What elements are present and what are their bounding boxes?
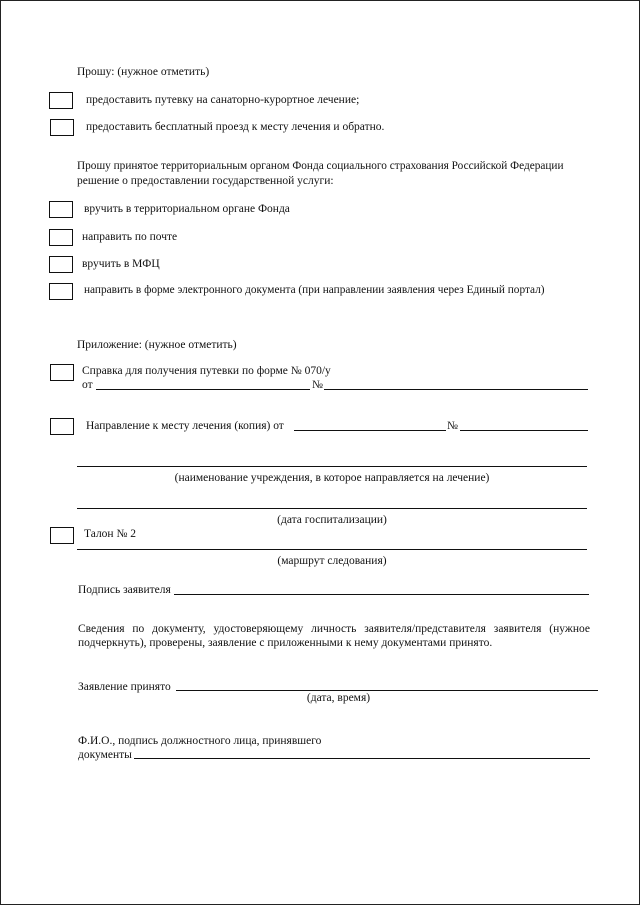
option-send-mail: направить по почте [82,231,178,243]
accepted-label: Заявление принято [78,681,171,693]
option-deliver-mfc: вручить в МФЦ [82,258,160,270]
official-label-line2: документы [78,749,132,761]
referral-number-line[interactable] [460,430,588,431]
applicant-signature-line[interactable] [174,594,589,595]
checkbox-free-travel[interactable] [50,119,74,136]
certificate-label: Справка для получения путевки по форме № 070/у [82,365,331,377]
option-electronic-document: направить в форме электронного документа (при направлении заявления через Единый портал) [84,284,545,296]
hospitalization-caption: (дата госпитализации) [277,514,387,526]
checkbox-coupon-2[interactable] [50,527,74,544]
certificate-number-sign: № [312,379,323,391]
official-label-line1: Ф.И.О., подпись должностного лица, принявшего [78,735,322,747]
checkbox-deliver-fund[interactable] [49,201,73,218]
institution-caption: (наименование учреждения, в которое направляется на лечение) [174,472,490,484]
referral-date-line[interactable] [294,430,446,431]
certificate-date-line[interactable] [96,389,310,390]
option-deliver-fund: вручить в территориальном органе Фонда [84,203,290,215]
verification-text [78,622,590,650]
checkbox-electronic-document[interactable] [49,283,73,300]
checkbox-deliver-mfc[interactable] [49,256,73,273]
checkbox-sanatorium-voucher[interactable] [49,92,73,109]
official-signature-line[interactable] [134,758,590,759]
route-line[interactable] [77,549,587,550]
certificate-from-label: от [82,379,93,391]
request-title: Прошу: (нужное отметить) [77,66,210,78]
attachment-title: Приложение: (нужное отметить) [77,339,237,351]
checkbox-certificate-070[interactable] [50,364,74,381]
verification-line2: подчеркнуть), проверены, заявление с приложенными к нему документами принято. [78,637,493,649]
certificate-number-line[interactable] [324,389,588,390]
decision-text-line1: Прошу принятое территориальным органом Фонда социального страхования Российской Федерации [77,160,564,172]
referral-label: Направление к месту лечения (копия) от [86,420,284,432]
coupon-label: Талон № 2 [84,528,137,540]
route-caption: (маршрут следования) [277,555,387,567]
option-sanatorium-voucher: предоставить путевку на санаторно-курортное лечение; [86,94,360,106]
accepted-caption: (дата, время) [306,692,371,704]
checkbox-referral[interactable] [50,418,74,435]
verification-line1: Сведения по документу, удостоверяющему личность заявителя/представителя заявителя (нужное [78,623,590,635]
applicant-signature-label: Подпись заявителя [78,584,171,596]
institution-line[interactable] [77,466,587,467]
checkbox-send-mail[interactable] [49,229,73,246]
decision-text-line2: решение о предоставлении государственной услуги: [77,175,334,187]
referral-number-sign: № [447,420,458,432]
option-free-travel: предоставить бесплатный проезд к месту лечения и обратно. [86,121,385,133]
hospitalization-date-line[interactable] [77,508,587,509]
